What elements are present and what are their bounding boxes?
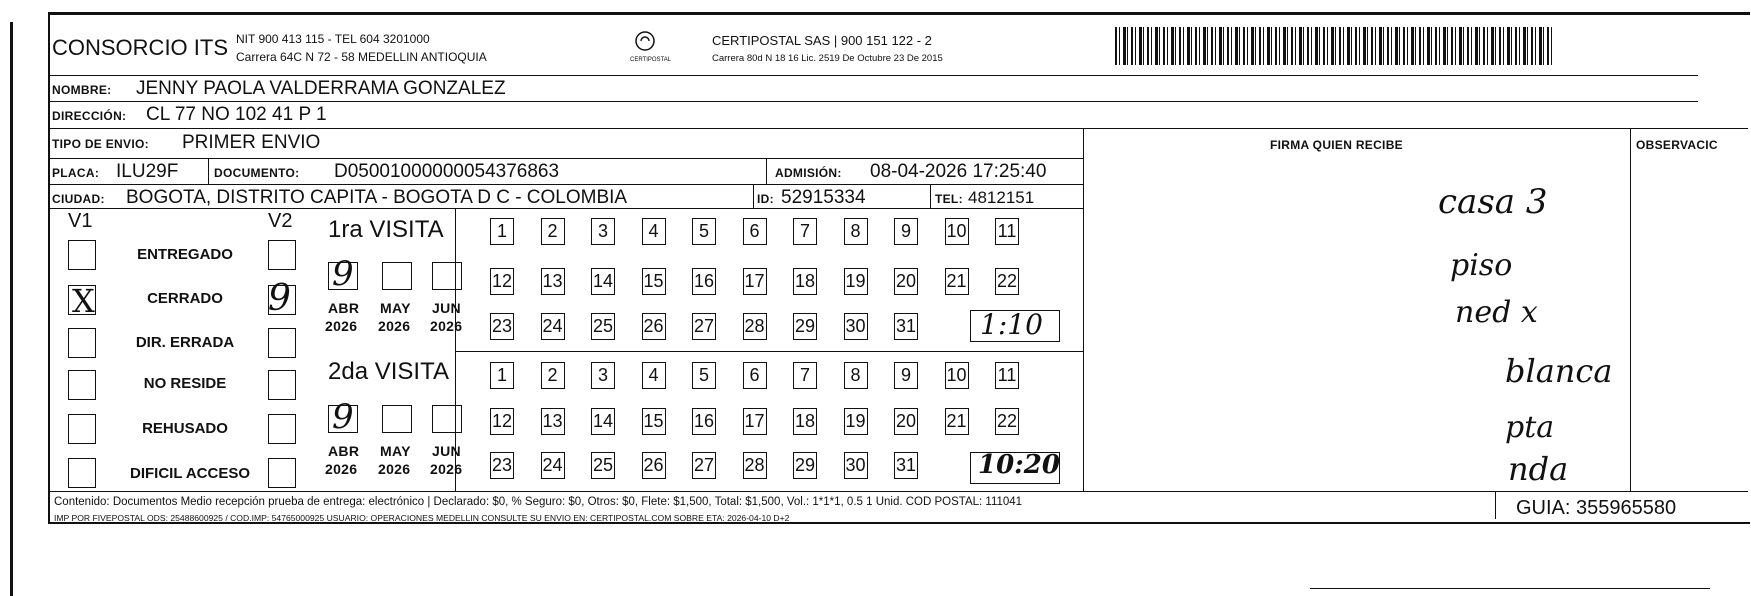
first-visit-day-21[interactable]: 21 — [945, 268, 969, 295]
second-visit-day-7[interactable]: 7 — [793, 362, 817, 389]
documento-value: D05001000000054376863 — [334, 161, 560, 182]
first-visit-day-16[interactable]: 16 — [692, 268, 716, 295]
second-visit-day-1[interactable]: 1 — [490, 362, 514, 389]
col-line — [930, 184, 931, 208]
first-visit-day-22[interactable]: 22 — [995, 268, 1019, 295]
second-year-3: 2026 — [430, 461, 463, 477]
direccion-value: CL 77 NO 102 41 P 1 — [146, 104, 327, 125]
second-visit-day-15[interactable]: 15 — [642, 408, 666, 435]
second-visit-day-16[interactable]: 16 — [692, 408, 716, 435]
first-visit-day-15[interactable]: 15 — [642, 268, 666, 295]
first-visit-day-11[interactable]: 11 — [995, 218, 1019, 245]
obs-line-6: nda — [1508, 450, 1569, 488]
v1-no-reside-checkbox[interactable] — [68, 370, 96, 400]
row-line — [48, 184, 1083, 185]
tipo-envio-value: PRIMER ENVIO — [182, 132, 321, 153]
second-visit-day-21[interactable]: 21 — [945, 408, 969, 435]
first-visit-day-31[interactable]: 31 — [894, 313, 918, 340]
first-visit-month-jun-box[interactable] — [432, 262, 462, 290]
v1-header: V1 — [68, 210, 93, 232]
v2-cerrado-mark: 9 — [268, 278, 291, 319]
first-visit-day-20[interactable]: 20 — [894, 268, 918, 295]
first-visit-day-23[interactable]: 23 — [490, 313, 514, 340]
row-line — [48, 158, 1083, 159]
firma-header: FIRMA QUIEN RECIBE — [1270, 138, 1403, 152]
first-visit-day-27[interactable]: 27 — [692, 313, 716, 340]
torn-edge-line — [1310, 588, 1710, 589]
first-visit-day-25[interactable]: 25 — [591, 313, 615, 340]
second-visit-day-20[interactable]: 20 — [894, 408, 918, 435]
v1-entregado-checkbox[interactable] — [68, 240, 96, 270]
first-visit-time: 1:10 — [980, 308, 1043, 341]
second-visit-day-11[interactable]: 11 — [995, 362, 1019, 389]
v1-rehusado-checkbox[interactable] — [68, 414, 96, 444]
col-line — [766, 158, 767, 184]
second-visit-day-26[interactable]: 26 — [642, 452, 666, 479]
first-visit-day-2[interactable]: 2 — [541, 218, 565, 245]
nombre-label: NOMBRE: — [52, 83, 112, 97]
first-visit-day-8[interactable]: 8 — [844, 218, 868, 245]
ciudad-value: BOGOTA, DISTRITO CAPITA - BOGOTA D C - COLOMBIA — [126, 187, 628, 208]
obs-line-3: ned x — [1455, 295, 1538, 330]
first-visit-day-9[interactable]: 9 — [894, 218, 918, 245]
left-margin-line — [10, 22, 13, 596]
obs-line-4: blanca — [1505, 352, 1613, 390]
second-visit-day-30[interactable]: 30 — [844, 452, 868, 479]
status-rehusado: REHUSADO — [142, 420, 228, 437]
status-dir-errada: DIR. ERRADA — [135, 334, 235, 351]
first-visit-day-5[interactable]: 5 — [692, 218, 716, 245]
certipostal-logo — [630, 30, 672, 63]
second-visit-day-5[interactable]: 5 — [692, 362, 716, 389]
second-visit-title: 2da VISITA — [328, 358, 449, 385]
second-month-jun: JUN — [432, 443, 461, 459]
row-line — [48, 491, 1748, 492]
status-dificil-acceso: DIFICIL ACCESO — [129, 465, 250, 482]
second-visit-day-12[interactable]: 12 — [490, 408, 514, 435]
col-line — [1630, 128, 1631, 491]
second-visit-day-17[interactable]: 17 — [743, 408, 767, 435]
row-line — [48, 101, 1698, 102]
first-month-abr: ABR — [328, 300, 360, 316]
second-visit-day-2[interactable]: 2 — [541, 362, 565, 389]
company-address: Carrera 64C N 72 - 58 MEDELLIN ANTIOQUIA — [236, 50, 487, 64]
second-visit-month-may-box[interactable] — [382, 405, 412, 433]
first-visit-day-18[interactable]: 18 — [793, 268, 817, 295]
col-line — [1495, 491, 1496, 519]
direccion-label: DIRECCIÓN: — [52, 109, 127, 123]
v2-dificil-acceso-checkbox[interactable] — [268, 458, 296, 488]
col-line — [208, 158, 209, 184]
placa-value: ILU29F — [116, 161, 179, 182]
second-visit-time: 10:20 — [978, 450, 1060, 480]
observaciones-header: OBSERVACIC — [1636, 138, 1718, 152]
second-year-1: 2026 — [325, 461, 358, 477]
first-visit-day-28[interactable]: 28 — [743, 313, 767, 340]
second-visit-day-10[interactable]: 10 — [945, 362, 969, 389]
v1-dificil-acceso-checkbox[interactable] — [68, 458, 96, 488]
second-visit-month-mark: 9 — [332, 397, 354, 437]
second-month-may: MAY — [380, 443, 411, 459]
v2-no-reside-checkbox[interactable] — [268, 370, 296, 400]
second-visit-month-jun-box[interactable] — [432, 405, 462, 433]
v2-entregado-checkbox[interactable] — [268, 240, 296, 270]
first-visit-day-19[interactable]: 19 — [844, 268, 868, 295]
second-visit-day-14[interactable]: 14 — [591, 408, 615, 435]
row-line — [48, 128, 1748, 129]
admision-value: 08-04-2026 17:25:40 — [870, 161, 1047, 182]
second-visit-day-22[interactable]: 22 — [995, 408, 1019, 435]
second-visit-day-31[interactable]: 31 — [894, 452, 918, 479]
v2-header: V2 — [268, 210, 293, 232]
second-visit-day-24[interactable]: 24 — [541, 452, 565, 479]
tel-label: TEL: — [935, 192, 963, 206]
first-month-may: MAY — [380, 300, 411, 316]
company-contact: NIT 900 413 115 - TEL 604 3201000 — [236, 32, 430, 46]
first-visit-day-3[interactable]: 3 — [591, 218, 615, 245]
second-visit-day-4[interactable]: 4 — [642, 362, 666, 389]
first-visit-day-6[interactable]: 6 — [743, 218, 767, 245]
first-visit-title: 1ra VISITA — [328, 216, 444, 243]
first-year-1: 2026 — [325, 318, 358, 334]
obs-line-5: pta — [1505, 410, 1555, 445]
admision-label: ADMISIÓN: — [775, 166, 842, 180]
row-line — [48, 75, 1698, 76]
second-visit-day-13[interactable]: 13 — [541, 408, 565, 435]
first-visit-day-24[interactable]: 24 — [541, 313, 565, 340]
first-visit-day-30[interactable]: 30 — [844, 313, 868, 340]
second-visit-day-29[interactable]: 29 — [793, 452, 817, 479]
second-visit-day-9[interactable]: 9 — [894, 362, 918, 389]
second-year-2: 2026 — [378, 461, 411, 477]
second-visit-day-25[interactable]: 25 — [591, 452, 615, 479]
v2-dir-errada-checkbox[interactable] — [268, 328, 296, 358]
first-visit-day-1[interactable]: 1 — [490, 218, 514, 245]
obs-line-1: casa 3 — [1438, 182, 1548, 222]
status-no-reside: NO RESIDE — [143, 375, 227, 392]
first-year-3: 2026 — [430, 318, 463, 334]
status-entregado: ENTREGADO — [137, 246, 233, 263]
first-visit-month-mark: 9 — [332, 254, 354, 294]
first-visit-day-26[interactable]: 26 — [642, 313, 666, 340]
first-visit-day-14[interactable]: 14 — [591, 268, 615, 295]
barcode — [1115, 27, 1553, 65]
v1-dir-errada-checkbox[interactable] — [68, 328, 96, 358]
first-visit-day-10[interactable]: 10 — [945, 218, 969, 245]
second-visit-day-8[interactable]: 8 — [844, 362, 868, 389]
first-year-2: 2026 — [378, 318, 411, 334]
second-visit-day-6[interactable]: 6 — [743, 362, 767, 389]
carrier-name: CERTIPOSTAL SAS | 900 151 122 - 2 — [712, 33, 932, 48]
first-visit-day-4[interactable]: 4 — [642, 218, 666, 245]
v1-cerrado-mark: X — [72, 282, 95, 320]
id-value: 52915334 — [781, 187, 866, 208]
id-label: ID: — [757, 192, 774, 206]
first-visit-day-13[interactable]: 13 — [541, 268, 565, 295]
footer-print-info: IMP POR FIVEPOSTAL ODS: 25488600925 / COD.IMP: 54765000925 USUARIO: OPERACIONES MEDELLIN CONSULTE SU ENVIO EN: CERTIPOSTAL.COM SOBRE ETA: 2026-04-10 D+2 — [54, 513, 790, 523]
carrier-address: Carrera 80d N 18 16 Lic. 2519 De Octubre 23 De 2015 — [712, 53, 943, 64]
v2-rehusado-checkbox[interactable] — [268, 414, 296, 444]
second-visit-day-23[interactable]: 23 — [490, 452, 514, 479]
tel-value: 4812151 — [968, 188, 1035, 207]
second-visit-day-3[interactable]: 3 — [591, 362, 615, 389]
second-visit-day-27[interactable]: 27 — [692, 452, 716, 479]
ciudad-label: CIUDAD: — [52, 192, 105, 206]
logo-text: CERTIPOSTAL — [630, 57, 672, 63]
documento-label: DOCUMENTO: — [214, 166, 300, 180]
first-visit-day-7[interactable]: 7 — [793, 218, 817, 245]
footer-contents: Contenido: Documentos Medio recepción prueba de entrega: electrónico | Declarado: $0, % Seguro: $0, Otros: $0, Flete: $1,500, Total: $1,500, Vol.: 1*1*1, 0.5 1 Unid. COD POSTAL: 111041 — [54, 496, 1023, 508]
placa-label: PLACA: — [52, 166, 100, 180]
second-visit-day-28[interactable]: 28 — [743, 452, 767, 479]
obs-line-2: piso — [1450, 248, 1513, 283]
first-month-jun: JUN — [432, 300, 461, 316]
first-visit-day-12[interactable]: 12 — [490, 268, 514, 295]
col-line — [1083, 128, 1084, 491]
guia-number: GUIA: 355965580 — [1516, 497, 1677, 519]
second-visit-day-19[interactable]: 19 — [844, 408, 868, 435]
tipo-envio-label: TIPO DE ENVIO: — [52, 137, 149, 151]
first-visit-day-17[interactable]: 17 — [743, 268, 767, 295]
col-line — [753, 184, 754, 208]
second-visit-day-18[interactable]: 18 — [793, 408, 817, 435]
nombre-value: JENNY PAOLA VALDERRAMA GONZALEZ — [136, 78, 506, 99]
first-visit-day-29[interactable]: 29 — [793, 313, 817, 340]
status-cerrado: CERRADO — [147, 290, 223, 307]
row-line — [455, 351, 1083, 352]
first-visit-month-may-box[interactable] — [382, 262, 412, 290]
second-month-abr: ABR — [328, 443, 360, 459]
company-name: CONSORCIO ITS — [52, 35, 229, 60]
